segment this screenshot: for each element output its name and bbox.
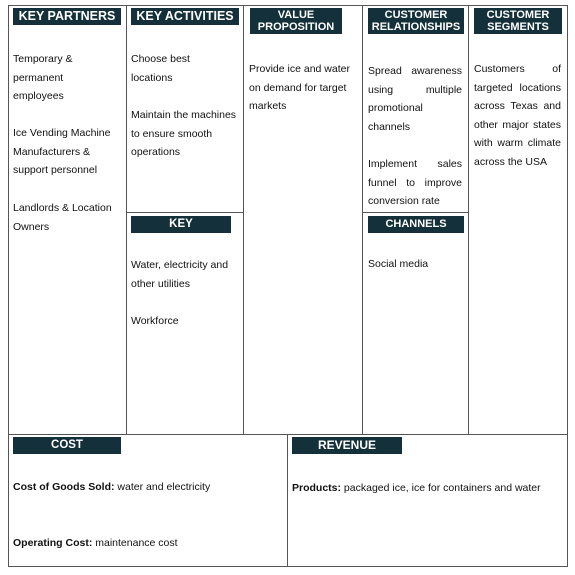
customer-segment-item: Customers of targeted locations across Texas and other major states with warm climate across the USA <box>474 63 561 168</box>
cost-structure-heading: COST STRUCTURE <box>13 437 121 454</box>
key-partner-item: Ice Vending Machine Manufacturers & support personnel <box>13 127 111 176</box>
customer-segments-heading-line1: CUSTOMER <box>486 9 550 21</box>
channels-heading: CHANNELS <box>368 216 464 233</box>
revenue-item <box>292 479 564 498</box>
cost-item-label: Cost of Goods Sold: <box>13 481 115 493</box>
cost-item <box>13 534 283 553</box>
cost-item-value: maintenance cost <box>92 537 178 549</box>
revenue-item-value: packaged ice, ice for containers and water <box>341 482 541 494</box>
divider-activities-resources <box>126 212 243 213</box>
divider-cost-revenue <box>287 434 288 566</box>
border-left <box>8 5 9 567</box>
border-middle <box>8 434 568 435</box>
key-activity-item: Maintain the machines to ensure smooth operations <box>131 109 237 158</box>
key-partners-heading: KEY PARTNERS <box>13 8 121 25</box>
key-partner-item: Temporary & permanent employees <box>13 53 73 102</box>
value-proposition-item: Provide ice and water on demand for target markets <box>249 63 350 112</box>
customer-relationship-item: Spread awareness using multiple promotional channels <box>368 65 462 133</box>
value-proposition-heading <box>250 8 342 34</box>
divider-activities-value <box>243 5 244 435</box>
key-resources-heading: KEY RESOURCES <box>131 216 231 233</box>
divider-relationships-segments <box>468 5 469 435</box>
revenue-heading: REVENUE <box>292 437 402 454</box>
divider-relationships-channels <box>362 212 468 213</box>
customer-relationships-heading-line1: CUSTOMER <box>384 9 448 21</box>
customer-segments-heading-line2: SEGMENTS <box>487 21 549 33</box>
revenue-item-label: Products: <box>292 482 342 494</box>
border-top <box>8 5 568 6</box>
key-resource-item: Workforce <box>131 315 179 327</box>
customer-relationship-item: Implement sales funnel to improve conversion rate <box>368 158 462 207</box>
cost-item-value: water and electricity <box>114 481 211 493</box>
key-resource-item: Water, electricity and other utilities <box>131 259 229 290</box>
divider-value-relationships <box>362 5 363 435</box>
key-activities-heading: KEY ACTIVITIES <box>131 8 239 25</box>
customer-relationships-heading <box>368 8 464 34</box>
cost-item-label: Operating Cost: <box>13 537 93 549</box>
key-activity-item: Choose best locations <box>131 53 190 84</box>
value-proposition-heading-line2: PROPOSITION <box>257 21 335 33</box>
key-partner-item: Landlords & Location Owners <box>13 202 112 233</box>
customer-segments-heading <box>474 8 562 34</box>
border-right <box>567 5 568 567</box>
value-proposition-heading-line1: VALUE <box>277 9 315 21</box>
border-bottom <box>8 566 568 567</box>
customer-relationships-heading-line2: RELATIONSHIPS <box>371 21 461 33</box>
divider-partners-activities <box>126 5 127 435</box>
channel-item: Social media <box>368 258 429 270</box>
cost-item <box>13 478 283 497</box>
